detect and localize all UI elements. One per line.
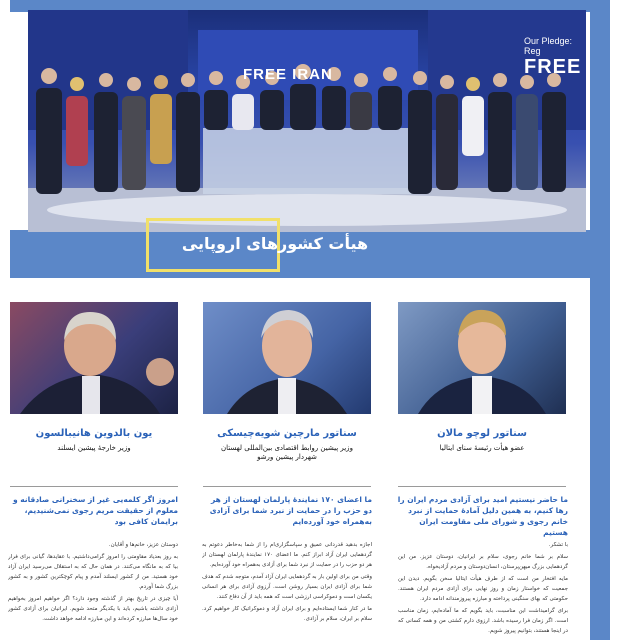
speaker-3-body (8, 540, 178, 640)
section-title: هیأت کشورهای اروپایی (181, 234, 369, 253)
speaker-2-role-line-2: شهردار پیشین ورشو (257, 453, 317, 461)
speaker-1-paragraph: با تشکر. (548, 542, 568, 548)
speaker-1-name: سناتور لوچو مالان (437, 428, 527, 439)
speaker-2-quote: ما اعضای ۱۷۰ نمایندهٔ پارلمان لهستان از هر دو حزب را در حمایت از نبرد شما برای آزادی به‌همراه خود آورده‌ایم (209, 495, 372, 526)
speaker-1-quote: ما حاضر نیستیم امید برای آزادی مردم ایران را رها کنیم، به همین دلیل آمادهٔ حمایت از نبرد خانم رجوی و شورای ملی مقاومت ایران هستیم (397, 495, 568, 537)
speaker-1-body (398, 540, 568, 640)
speaker-1-paragraph: برای گرامیداشت این مناسبت، باید بگویم که ما آماده‌ایم، زمان مناسب است. اگر زمان فرا رسیده باشد. ارزوی دارم کشتی من و همه کسانی که در اینجا هستند، بتوانیم پیروز شویم. (398, 608, 568, 634)
speaker-3-role (10, 444, 178, 453)
banner-free-iran: FREE IRAN (243, 66, 333, 83)
speaker-2-paragraph: ما در کنار شما ایستاده‌ایم و برای ایران آزاد و دموکراتیک کار خواهیم کرد. سلام بر ایران، سلام بر آزادی. (202, 606, 372, 622)
speaker-2-role (203, 444, 371, 462)
hero-illustration (28, 10, 586, 232)
speaker-1-role (398, 444, 566, 453)
speaker-3-paragraph: به روز بعدیاد مقاومتی را امروز گرامی‌داشتیم. با عقایدها، گیانی برای فرار بیا که به مانگاه می‌کنند. در همان حال که به استقلال می‌رسید ایران آزاد خود هستید. من از کشور ایسلند آمدم و پیام کوچکترین کشور و به کشور بزرگ شما آوردم. (8, 554, 178, 590)
portrait-speaker-3 (10, 302, 178, 414)
divider-1 (398, 486, 566, 487)
speaker-3-name: یون بالدوین هانیبالسون (35, 428, 153, 439)
speaker-2-role-line: وزیر پیشین روابط اقتصادی بین‌المللی لهستان (221, 444, 353, 452)
right-frame-bar (590, 0, 610, 640)
speaker-1-paragraph: مایه افتخار من است که از طرف هیأت ایتالیا سخن بگویم. دیدن این جمعیت که خواستار زمان و روز نهایی برای آزادی مردم ایران هستند. حکومتی که بهای سنگینی پرداخته و مبارزه پیروزمندانه ادامه دارد. (398, 576, 568, 602)
portrait-speaker-1 (398, 302, 566, 414)
speaker-3-paragraph: آیا چیزی در تاریخ بهتر از گذشته وجود دارد؟ اگر خواهیم امروز بخواهیم آزادی داشته باشیم، باید با یکدیگر متحد شویم. ایرانیان برای آزادی کشور خود سال‌ها مبارزه کرده‌اند و این مبارزه ادامه خواهد داشت. (8, 596, 178, 622)
banner-free: FREE (524, 56, 582, 78)
speaker-2-paragraph: اجازه بدهید قدردانی عمیق و سپاسگزاری‌ام را از شما به‌خاطر دعوتم به گردهمایی ایران آزاد ابراز کنم. ما اعضای ۱۷۰ نمایندهٔ پارلمان لهستان از هر دو حزب را در حمایت از نبرد شما برای آزادی به‌همراه خود آورده‌ایم. (202, 542, 372, 568)
speaker-2-body (202, 540, 372, 640)
speaker-3-paragraph: دوستان عزیز، خانم‌ها و آقایان. (108, 542, 178, 548)
speaker-3-quote: امروز اگر کلمه‌یی غیر از سخنرانی صادقانه و معلوم از حقیقت مریم رجوی نمی‌شنیدیم، برایمان کافی بود (12, 495, 178, 526)
banner-pledge: Our Pledge: Reg (524, 36, 573, 56)
speaker-1-role-line: عضو هیأت رئیسهٔ سنای ایتالیا (439, 444, 525, 452)
divider-3 (10, 486, 178, 487)
hero-photo (28, 10, 586, 232)
speaker-1-paragraph: سلام بر شما خانم رجوی، سلام بر ایرانیان، دوستان عزیز. من این گردهمایی بزرگ میهن‌پرستان، انسان‌دوستان و مردم آزادیخواه. (398, 554, 568, 570)
speaker-2-name: سناتور مارچین شویه‌چیسکی (217, 428, 357, 439)
speaker-3-role-line: وزیر خارجهٔ پیشین ایسلند (57, 444, 131, 452)
divider-2 (203, 486, 371, 487)
portrait-speaker-2 (203, 302, 371, 414)
speaker-2-paragraph: وقتی من برای اولین بار به گردهمایی ایران آزاد آمدم، متوجه شدم که هدف شما برای آزادی ایران بسیار روشن است. آرزوی آزادی برای هر انسانی یکسان است و دموکراسی ارزشی است که همه باید از آن دفاع کنند. (202, 574, 372, 600)
